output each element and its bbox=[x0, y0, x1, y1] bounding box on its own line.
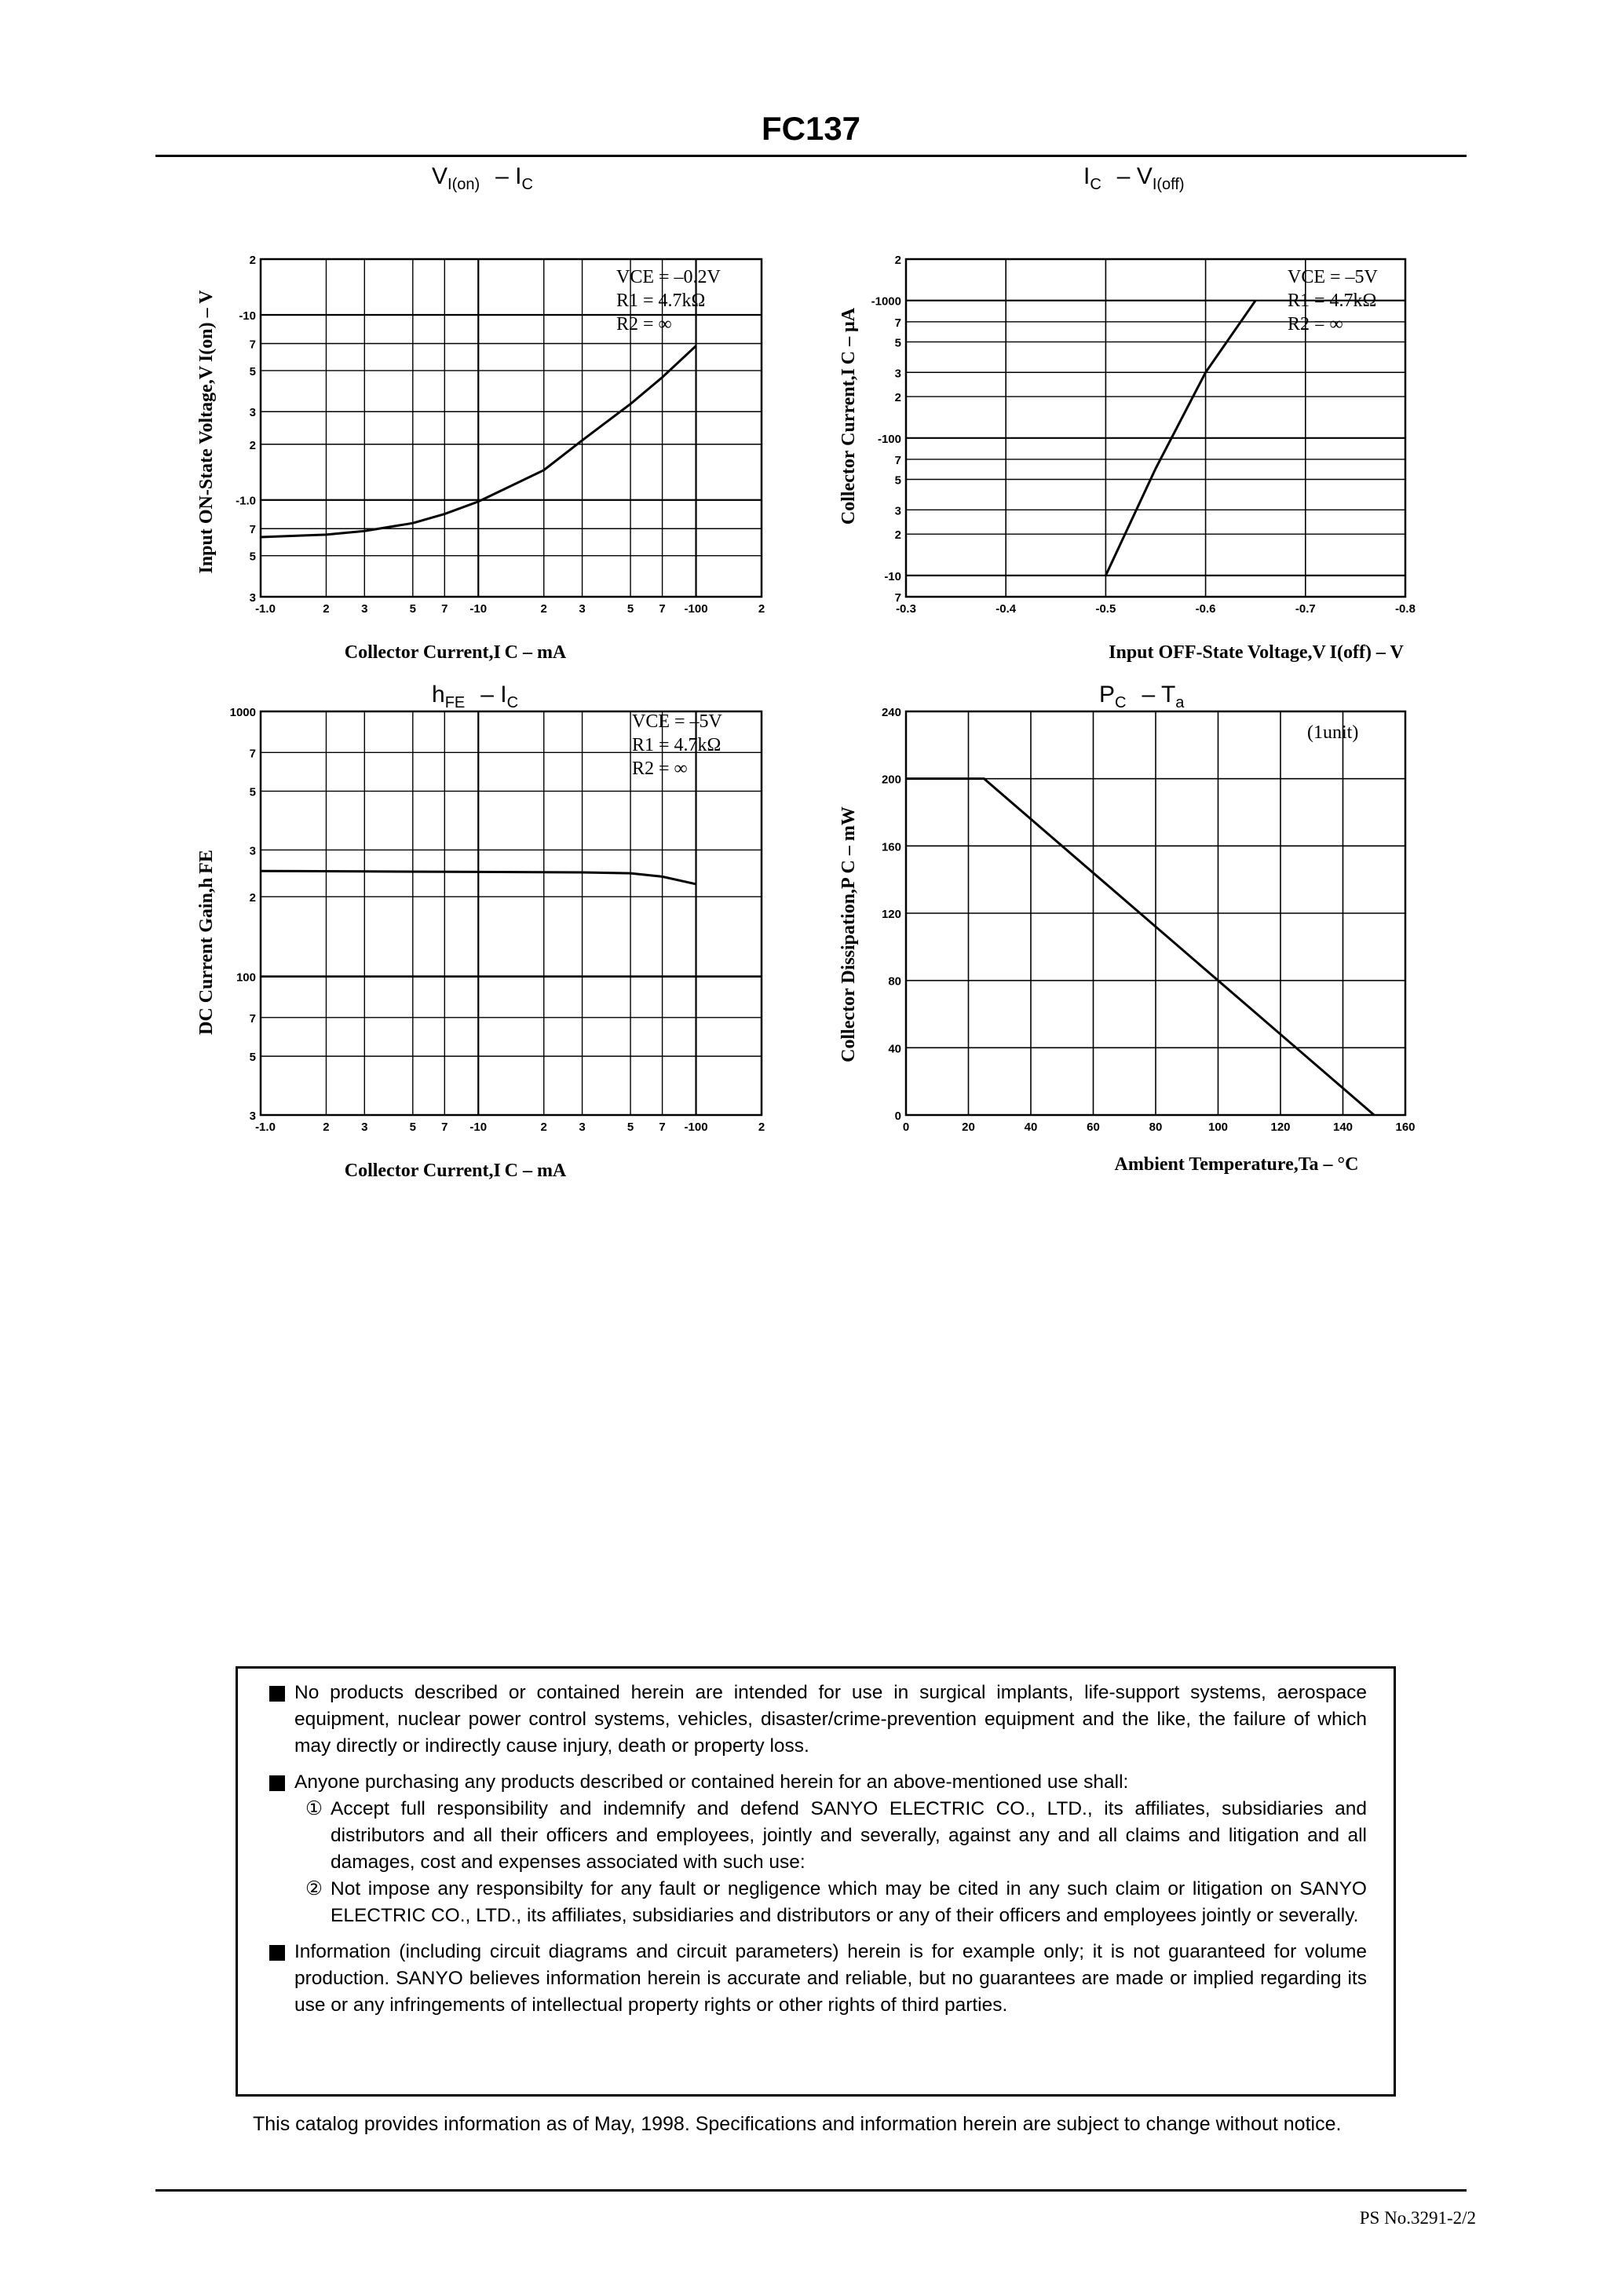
chart-title: $V_{I(on)} - I_C$ bbox=[432, 163, 533, 193]
tick-label: 80 bbox=[1149, 1121, 1163, 1134]
tick-label: -1000 bbox=[871, 294, 901, 309]
tick-label: 5 bbox=[249, 364, 256, 378]
tick-label: 140 bbox=[1332, 1121, 1353, 1134]
tick-label: 2 bbox=[758, 602, 765, 616]
chart-conditions bbox=[616, 267, 721, 335]
tick-label: 2 bbox=[540, 602, 547, 616]
tick-label: -10 bbox=[239, 309, 256, 323]
tick-label: 40 bbox=[888, 1042, 901, 1056]
condition-text: R2 = ∞ bbox=[1288, 314, 1343, 335]
footer-rule bbox=[155, 2189, 1467, 2192]
condition-text: VCE = –5V bbox=[632, 711, 722, 732]
condition-text: R1 = 4.7kΩ bbox=[616, 291, 706, 311]
tick-label: 5 bbox=[249, 785, 256, 799]
bullet-square-icon bbox=[269, 1945, 285, 1961]
tick-label: -100 bbox=[684, 602, 708, 616]
chart-conditions bbox=[632, 711, 723, 779]
tick-label: 160 bbox=[881, 840, 901, 854]
bullet-square-icon bbox=[269, 1775, 285, 1791]
tick-label: -1.0 bbox=[236, 494, 256, 508]
notice-subitem-2: ② Not impose any responsibilty for any fault or negligence which may be cited in any such claim or litigation on SANYO ELECTRIC CO., LTD., its affiliates, subsidiaries and distributors or any of their officers and employees jointly or severally. bbox=[269, 1876, 1367, 1929]
tick-label: 120 bbox=[881, 908, 901, 921]
condition-text: R1 = 4.7kΩ bbox=[1288, 291, 1377, 311]
tick-label: 60 bbox=[1087, 1121, 1100, 1134]
tick-label: -10 bbox=[884, 569, 901, 583]
tick-label: -0.7 bbox=[1295, 602, 1316, 616]
tick-label: 2 bbox=[249, 438, 256, 452]
tick-label: -100 bbox=[877, 432, 901, 446]
tick-label: 80 bbox=[888, 974, 901, 989]
condition-text: VCE = –5V bbox=[1288, 267, 1378, 287]
tick-label: 3 bbox=[361, 602, 368, 616]
footer-disclaimer: This catalog provides information as of May, 1998. Specifications and information herein are subject to change without notice. bbox=[253, 2113, 1342, 2135]
notice-paragraph-2: Anyone purchasing any products described or contained herein for an above-mentioned use shall: bbox=[269, 1769, 1367, 1796]
tick-label: 2 bbox=[249, 254, 256, 267]
chart-title: $P_C - T_a$ bbox=[1099, 682, 1185, 711]
tick-label: 120 bbox=[1270, 1121, 1291, 1134]
tick-label: -0.8 bbox=[1395, 602, 1416, 616]
tick-label: 3 bbox=[249, 1110, 256, 1123]
chart-vion-ic bbox=[188, 157, 785, 675]
chart-pc-ta bbox=[816, 675, 1445, 1194]
tick-label: 5 bbox=[627, 602, 634, 616]
tick-label: 3 bbox=[579, 1121, 586, 1134]
chart-title: $h_{FE} - I_C$ bbox=[432, 682, 519, 711]
condition-text: R1 = 4.7kΩ bbox=[632, 735, 721, 755]
tick-label: -0.4 bbox=[995, 602, 1017, 616]
y-axis-label: DC Current Gain,h FE bbox=[196, 850, 217, 1035]
tick-label: 20 bbox=[962, 1121, 975, 1134]
tick-label: 3 bbox=[894, 504, 901, 518]
tick-label: 0 bbox=[894, 1110, 901, 1123]
condition-text: (1unit) bbox=[1307, 722, 1359, 743]
tick-label: 5 bbox=[627, 1121, 634, 1134]
notice-box bbox=[236, 1666, 1396, 2097]
tick-label: 100 bbox=[1207, 1121, 1229, 1134]
chart-conditions bbox=[1288, 267, 1379, 335]
tick-label: 3 bbox=[249, 406, 256, 420]
chart-conditions bbox=[1307, 722, 1358, 743]
document-number: PS No.3291-2/2 bbox=[1359, 2208, 1476, 2228]
data-series-line bbox=[906, 779, 1374, 1115]
page-title: FC137 bbox=[761, 110, 861, 147]
x-axis-label: Ambient Temperature,Ta – °C bbox=[1114, 1154, 1359, 1175]
tick-label: 200 bbox=[881, 773, 901, 787]
tick-label: 1000 bbox=[229, 706, 256, 719]
y-axis-label: Input ON-State Voltage,V I(on) – V bbox=[196, 290, 217, 574]
tick-label: 3 bbox=[579, 602, 586, 616]
tick-label: 7 bbox=[894, 591, 901, 605]
tick-label: 5 bbox=[409, 602, 416, 616]
x-axis-label: Collector Current,I C – mA bbox=[344, 1161, 567, 1181]
tick-label: 2 bbox=[758, 1121, 765, 1134]
tick-label: 5 bbox=[249, 1051, 256, 1065]
notice-paragraph-3: Information (including circuit diagrams and circuit parameters) herein is for example only; it is not guaranteed for volume production. SANYO believes information herein is accurate and reliable, but no guarantees are made or implied regarding its use or any infringements of intellectual property rights or other rights of third parties. bbox=[269, 1939, 1367, 2019]
tick-label: -0.3 bbox=[896, 602, 916, 616]
condition-text: VCE = –0.2V bbox=[616, 267, 721, 287]
tick-label: 7 bbox=[894, 316, 901, 330]
tick-label: 2 bbox=[894, 391, 901, 405]
y-axis-label: Collector Current,I C – μA bbox=[838, 307, 859, 525]
x-axis-label: Input OFF-State Voltage,V I(off) – V bbox=[1109, 642, 1404, 663]
tick-label: 2 bbox=[323, 1121, 330, 1134]
tick-label: 240 bbox=[881, 706, 901, 719]
tick-label: 2 bbox=[249, 890, 256, 905]
tick-label: 5 bbox=[894, 336, 901, 350]
tick-label: 2 bbox=[540, 1121, 547, 1134]
tick-label: 2 bbox=[894, 254, 901, 267]
condition-text: R2 = ∞ bbox=[616, 314, 672, 335]
tick-label: 0 bbox=[902, 1121, 910, 1134]
condition-text: R2 = ∞ bbox=[632, 759, 688, 779]
tick-label: 160 bbox=[1395, 1121, 1416, 1134]
tick-label: 7 bbox=[441, 602, 448, 616]
notice-paragraph-1: No products described or contained herein are intended for use in surgical implants, life-support systems, aerospace equipment, nuclear power control systems, vehicles, disaster/crime-prevention equipment and the like, the failure of which may directly or indirectly cause injury, death or property loss. bbox=[269, 1680, 1367, 1760]
tick-label: -1.0 bbox=[255, 602, 276, 616]
tick-label: -0.6 bbox=[1195, 602, 1216, 616]
tick-label: 2 bbox=[894, 528, 901, 543]
chart-hfe-ic bbox=[188, 675, 785, 1194]
circled-one-icon: ① bbox=[305, 1798, 323, 1819]
tick-label: 7 bbox=[249, 523, 256, 537]
bullet-square-icon bbox=[269, 1686, 285, 1702]
tick-label: 7 bbox=[249, 747, 256, 761]
tick-label: 2 bbox=[323, 602, 330, 616]
tick-label: 7 bbox=[249, 1011, 256, 1026]
x-axis-label: Collector Current,I C – mA bbox=[344, 642, 567, 663]
tick-label: 3 bbox=[249, 591, 256, 605]
tick-label: -100 bbox=[684, 1121, 708, 1134]
tick-label: 100 bbox=[236, 971, 256, 985]
tick-label: 5 bbox=[409, 1121, 416, 1134]
tick-label: 3 bbox=[894, 367, 901, 381]
notice-subitem-1: ① Accept full responsibility and indemnify and defend SANYO ELECTRIC CO., LTD., its affiliates, subsidiaries and distributors and all their officers and employees, jointly and severally, against any and all claims and litigation and all damages, cost and expenses associated with such use: bbox=[269, 1796, 1367, 1876]
circled-two-icon: ② bbox=[305, 1878, 323, 1899]
tick-label: -0.5 bbox=[1095, 602, 1116, 616]
tick-label: -10 bbox=[469, 1121, 488, 1134]
tick-label: 7 bbox=[441, 1121, 448, 1134]
y-axis-label: Collector Dissipation,P C – mW bbox=[838, 806, 859, 1062]
tick-label: 7 bbox=[659, 1121, 666, 1134]
tick-label: 3 bbox=[361, 1121, 368, 1134]
tick-label: 7 bbox=[659, 602, 666, 616]
tick-label: 40 bbox=[1024, 1121, 1038, 1134]
tick-label: 5 bbox=[894, 473, 901, 488]
tick-label: -1.0 bbox=[255, 1121, 276, 1134]
tick-label: 7 bbox=[249, 338, 256, 352]
tick-label: 3 bbox=[249, 844, 256, 858]
chart-ic-vioff bbox=[816, 157, 1445, 675]
tick-label: -10 bbox=[469, 602, 488, 616]
tick-label: 7 bbox=[894, 453, 901, 467]
tick-label: 5 bbox=[249, 550, 256, 564]
chart-title: $I_C - V_{I(off)}$ bbox=[1083, 163, 1185, 193]
